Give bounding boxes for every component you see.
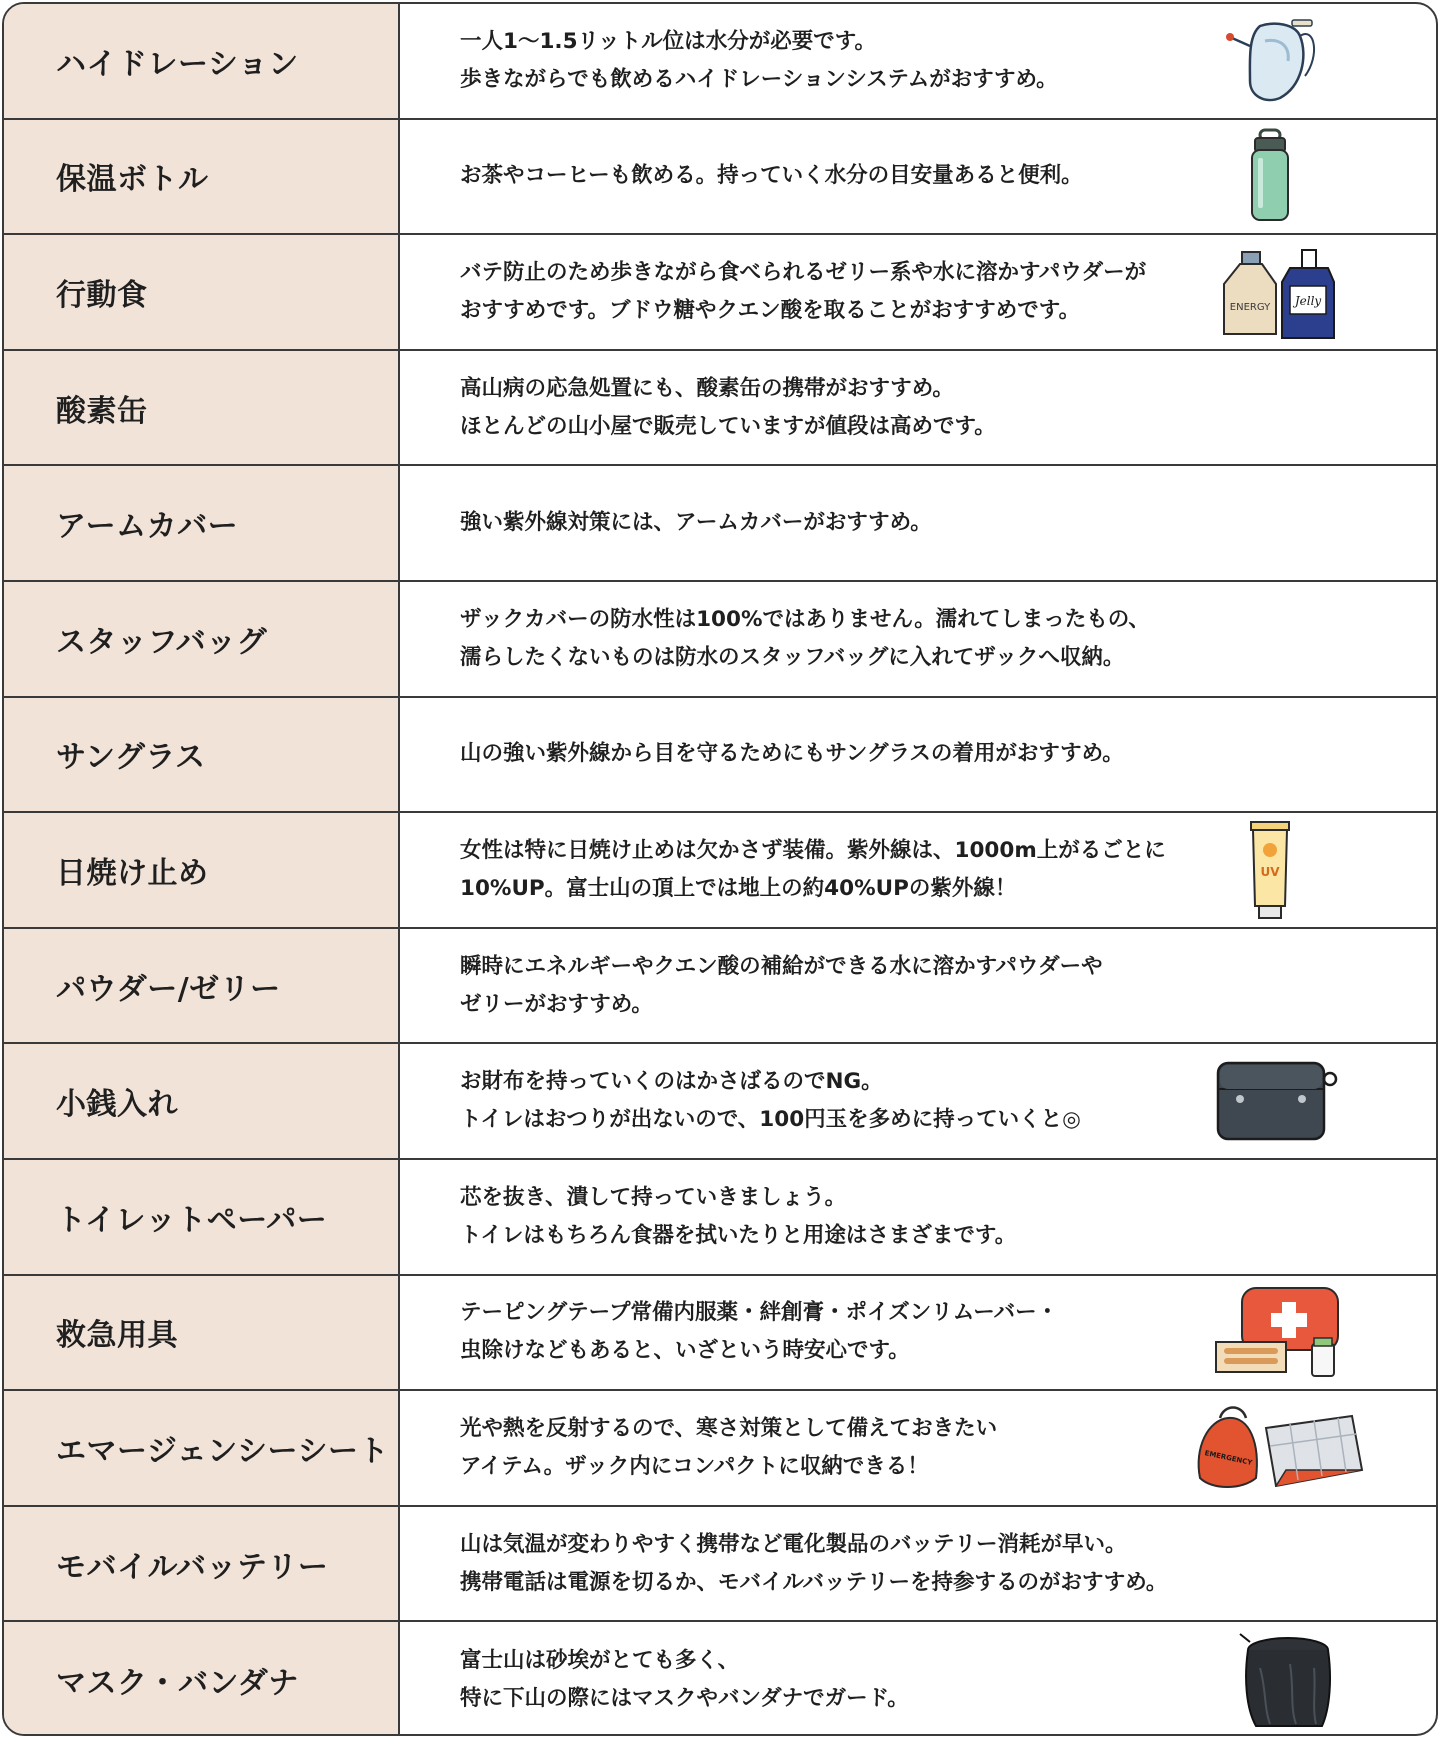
description-line: バテ防止のため歩きながら食べられるゼリー系や水に溶かすパウダーが [460,259,1147,285]
description-line: おすすめです。ブドウ糖やクエン酸を取ることがおすすめです。 [460,297,1081,323]
coin-purse-icon [1210,1053,1340,1149]
item-description [400,813,1436,927]
table-row [4,4,1436,120]
table-row [4,698,1436,814]
description-line: 光や熱を反射するので、寒さ対策として備えておきたい [460,1415,998,1441]
description-line: 山の強い紫外線から目を守るためにもサングラスの着用がおすすめ。 [460,741,1124,767]
description-line: アイテム。ザック内にコンパクトに収納できる！ [460,1453,929,1479]
item-name: エマージェンシーシート [4,1391,400,1505]
energy-label: ENERGY [1229,301,1271,313]
item-description [400,351,1436,465]
description-line: 10%UP。富士山の頂上では地上の約40%UPの紫外線！ [460,875,1017,901]
sunscreen-icon [1245,818,1295,922]
description-line: 高山病の応急処置にも、酸素缶の携帯がおすすめ。 [460,375,954,401]
table-row [4,1160,1436,1276]
description-line: 一人1〜1.5リットル位は水分が必要です。 [460,28,876,54]
item-name: 日焼け止め [4,813,400,927]
description-line: 虫除けなどもあると、いざという時安心です。 [460,1338,910,1364]
item-name: 行動食 [4,235,400,349]
item-name: サングラス [4,698,400,812]
description-line: トイレはおつりが出ないので、100円玉を多めに持っていくと◎ [460,1107,1081,1133]
emergency-sheet-icon [1190,1398,1370,1498]
neck-gaiter-icon [1230,1628,1340,1732]
item-description [400,4,1436,118]
description-line: 携帯電話は電源を切るか、モバイルバッテリーを持参するのがおすすめ。 [460,1569,1168,1595]
table-row [4,1276,1436,1392]
item-description [400,466,1436,580]
description-line: 特に下山の際にはマスクやバンダナでガード。 [460,1686,909,1712]
hydration-pack-icon [1220,16,1330,106]
description-line: 濡らしたくないものは防水のスタッフバッグに入れてザックへ収納。 [460,644,1125,670]
item-description [400,582,1436,696]
table-row [4,1507,1436,1623]
item-name: アームカバー [4,466,400,580]
item-name: 小銭入れ [4,1044,400,1158]
description-line: お茶やコーヒーも飲める。持っていく水分の目安量あると便利。 [460,163,1083,189]
table-row [4,351,1436,467]
item-description [400,1276,1436,1390]
thermos-bottle-icon [1240,126,1300,226]
table-row [4,1391,1436,1507]
item-name: パウダー/ゼリー [4,929,400,1043]
energy-jelly-icon [1210,242,1350,342]
item-description [400,1044,1436,1158]
description-line: 女性は特に日焼け止めは欠かさず装備。紫外線は、1000m上がるごとに [460,837,1166,863]
description-line: トイレはもちろん食器を拭いたりと用途はさまざまです。 [460,1222,1017,1248]
table-row [4,582,1436,698]
item-name: トイレットペーパー [4,1160,400,1274]
uv-label: UV [1260,864,1280,879]
item-name: スタッフバッグ [4,582,400,696]
table-row [4,929,1436,1045]
table-row [4,235,1436,351]
table-row [4,813,1436,929]
table-row [4,1622,1436,1736]
description-line: ほとんどの山小屋で販売していますが値段は高めです。 [460,413,996,439]
description-line: 山は気温が変わりやすく携帯など電化製品のバッテリー消耗が早い。 [460,1531,1127,1557]
emergency-label: EMERGENCY [1203,1449,1253,1467]
description-line: テーピングテープ常備内服薬・絆創膏・ポイズンリムーバー・ [460,1300,1059,1326]
item-name: 酸素缶 [4,351,400,465]
item-name: モバイルバッテリー [4,1507,400,1621]
description-line: 歩きながらでも飲めるハイドレーションシステムがおすすめ。 [460,66,1058,92]
description-line: ゼリーがおすすめ。 [460,991,653,1017]
item-description [400,929,1436,1043]
item-description [400,1160,1436,1274]
item-name: 保温ボトル [4,120,400,234]
table-row [4,1044,1436,1160]
table-row [4,120,1436,236]
item-description [400,698,1436,812]
item-description [400,235,1436,349]
item-description [400,1507,1436,1621]
jelly-label: Jelly [1294,293,1322,308]
description-line: 芯を抜き、潰して持っていきましょう。 [460,1184,847,1210]
first-aid-kit-icon [1210,1282,1350,1382]
item-name: マスク・バンダナ [4,1622,400,1736]
gear-table [2,2,1438,1736]
table-row [4,466,1436,582]
item-description [400,1622,1436,1736]
description-line: お財布を持っていくのはかさばるのでNG。 [460,1069,883,1095]
item-description [400,120,1436,234]
item-name: ハイドレーション [4,4,400,118]
item-description [400,1391,1436,1505]
item-name: 救急用具 [4,1276,400,1390]
description-line: 富士山は砂埃がとても多く、 [460,1648,740,1674]
description-line: 瞬時にエネルギーやクエン酸の補給ができる水に溶かすパウダーや [460,953,1103,979]
description-line: ザックカバーの防水性は100%ではありません。濡れてしまったもの、 [460,606,1150,632]
description-line: 強い紫外線対策には、アームカバーがおすすめ。 [460,510,932,536]
